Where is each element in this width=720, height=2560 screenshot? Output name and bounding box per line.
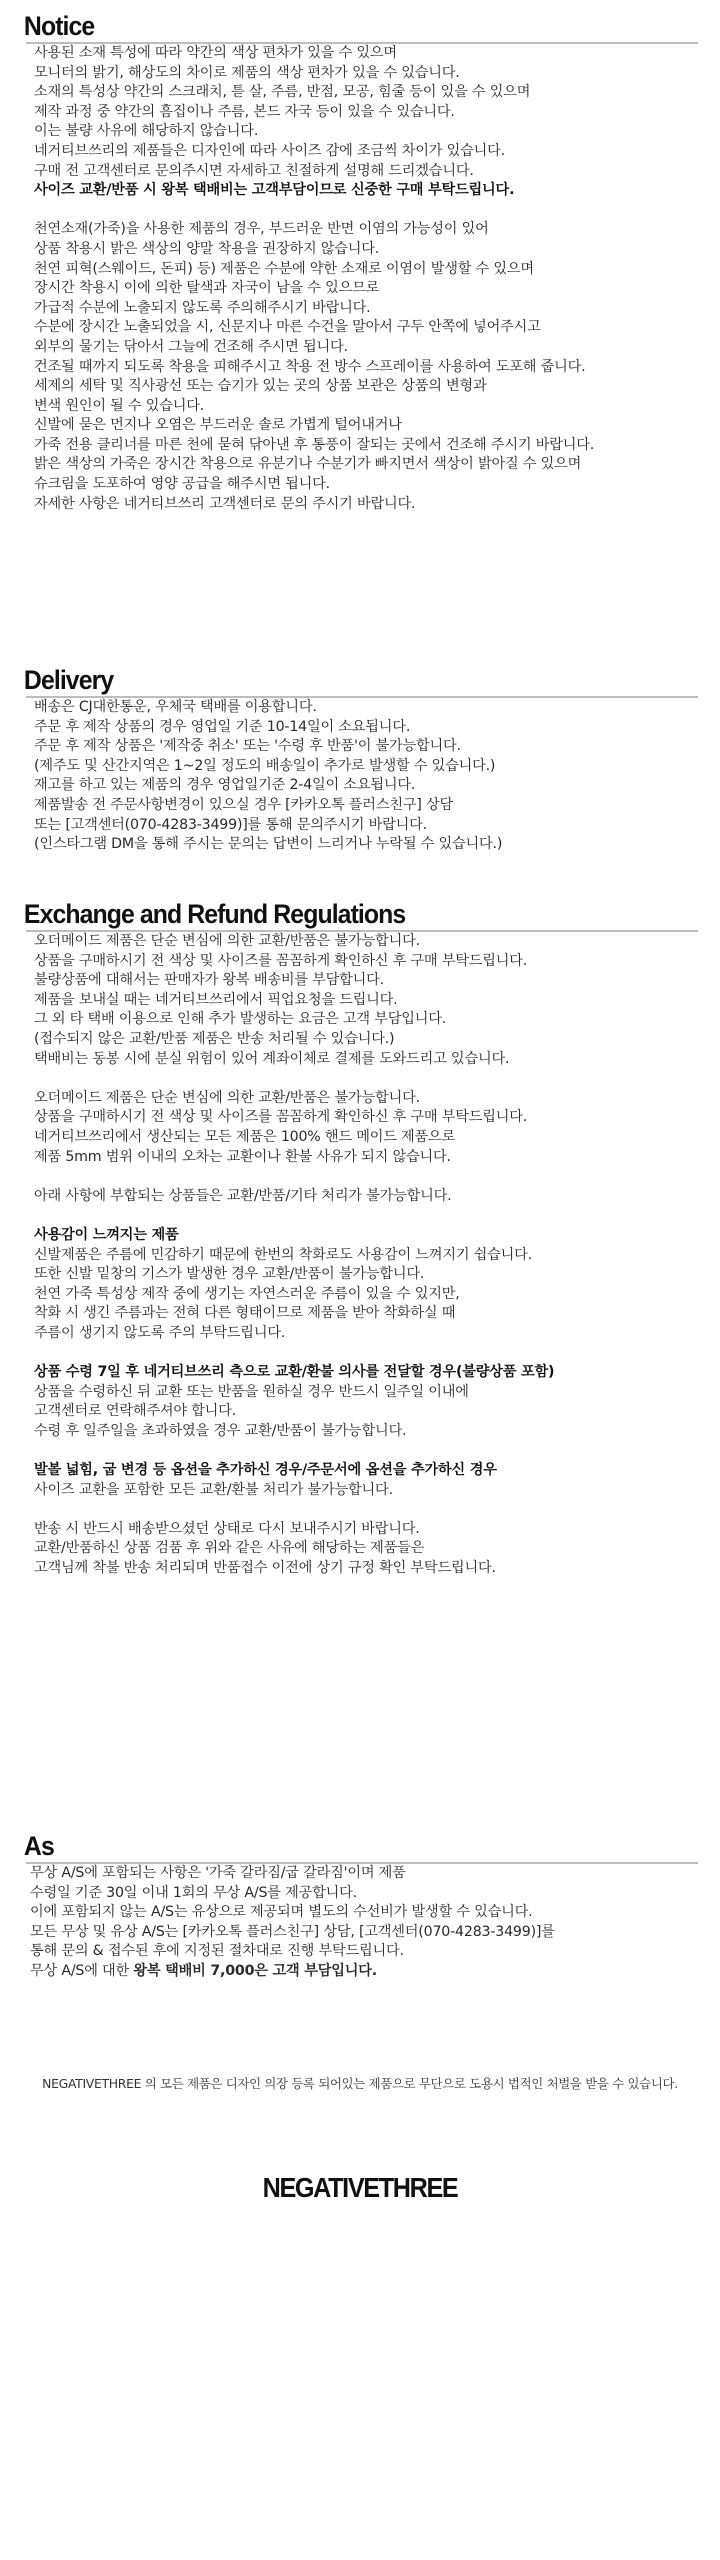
as-body xyxy=(0,1864,720,1982)
delivery-section xyxy=(0,664,720,855)
text-line: 주름이 생기지 않도록 주의 부탁드립니다. xyxy=(34,1324,286,1341)
paragraph-gap xyxy=(34,1441,706,1461)
text-line: 주문 후 제작 상품의 경우 영업일 기준 10-14일이 소요됩니다. xyxy=(34,718,411,735)
text-line: (제주도 및 산간지역은 1~2일 정도의 배송일이 추가로 발생할 수 있습니다.) xyxy=(34,757,496,774)
text-line: 무상 A/S에 포함되는 사항은 '가죽 갈라짐/굽 갈라짐'이며 제품 xyxy=(30,1865,406,1881)
text-line: 슈크림을 도포하여 영양 공급을 해주시면 됩니다. xyxy=(34,476,330,493)
text-line: 건조될 때까지 되도록 착용을 피해주시고 착용 전 방수 스프레이를 사용하여 도포해 줍니다. xyxy=(34,358,586,375)
paragraph-gap xyxy=(34,1167,706,1187)
text-line: 밝은 색상의 가죽은 장시간 착용으로 유분기나 수분기가 빠지면서 색상이 밝아질 수 있으며 xyxy=(34,456,582,473)
text-line: 사이즈 교환/반품 시 왕복 택배비는 고객부담이므로 신중한 구매 부탁드립니다. xyxy=(34,182,515,199)
text-line: 재고를 하고 있는 제품의 경우 영업일기준 2-4일이 소요됩니다. xyxy=(34,777,416,794)
text-line-emphasis: 왕복 택배비 7,000은 고객 부담입니다. xyxy=(133,1962,377,1979)
notice-heading: Notice xyxy=(23,11,95,41)
text-line: 통해 문의 & 접수된 후에 지정된 절차대로 진행 부탁드립니다. xyxy=(30,1943,404,1960)
text-line: 세제의 세탁 및 직사광선 또는 습기가 있는 곳의 상품 보관은 상품의 변형과 xyxy=(34,378,487,395)
text-line: 변색 원인이 될 수 있습니다. xyxy=(34,397,205,414)
text-line: 신발제품은 주름에 민감하기 때문에 한번의 착화로도 사용감이 느껴지기 쉽습니다. xyxy=(34,1246,532,1263)
text-line: 사용감이 느껴지는 제품 xyxy=(34,1226,179,1243)
text-line: (접수되지 않은 교환/반품 제품은 반송 처리될 수 있습니다.) xyxy=(34,1030,395,1047)
text-line: 수령 후 일주일을 초과하였을 경우 교환/반품이 불가능합니다. xyxy=(34,1422,407,1439)
text-line: 네거티브쓰리의 제품들은 디자인에 따라 사이즈 감에 조금씩 차이가 있습니다. xyxy=(34,142,505,159)
delivery-heading: Delivery xyxy=(23,665,114,695)
text-line: 상품을 구매하시기 전 색상 및 사이즈를 꼼꼼하게 확인하신 후 구매 부탁드립니다. xyxy=(34,1109,528,1126)
notice-section xyxy=(0,10,720,514)
text-line: 모든 무상 및 유상 A/S는 [카카오톡 플러스친구] 상담, [고객센터(070-4283-3499)]를 xyxy=(30,1923,555,1940)
paragraph-gap xyxy=(34,1500,706,1520)
text-line: 착화 시 생긴 주름과는 전혀 다른 형태이므로 제품을 받아 착화하실 때 xyxy=(34,1305,456,1322)
text-line: 이는 불량 사유에 해당하지 않습니다. xyxy=(34,123,259,140)
text-line: 자세한 사항은 네거티브쓰리 고객센터로 문의 주시기 바랍니다. xyxy=(34,495,416,512)
text-line: 반송 시 반드시 배송받으셨던 상태로 다시 보내주시기 바랍니다. xyxy=(34,1520,420,1537)
text-line: 천연 가죽 특성상 제작 중에 생기는 자연스러운 주름이 있을 수 있지만, xyxy=(34,1285,460,1302)
text-line: 수령일 기준 30일 이내 1회의 무상 A/S를 제공합니다. xyxy=(30,1884,357,1901)
text-line: 가죽 전용 클리너를 마른 천에 묻혀 닦아낸 후 통풍이 잘되는 곳에서 건조해 주시기 바랍니다. xyxy=(34,436,595,453)
copyright-notice: NEGATIVETHREE 의 모든 제품은 디자인 의장 등록 되어있는 제품으로 무단으로 도용시 법적인 처벌을 받을 수 있습니다. xyxy=(42,2076,678,2091)
text-line: 수분에 장시간 노출되었을 시, 신문지나 마른 수건을 말아서 구두 안쪽에 넣어주시고 xyxy=(34,319,541,336)
text-line: 이에 포함되지 않는 A/S는 유상으로 제공되며 별도의 수선비가 발생할 수 있습니다. xyxy=(30,1904,533,1921)
as-heading: As xyxy=(23,1831,54,1861)
notice-body xyxy=(0,44,720,514)
text-line: 오더메이드 제품은 단순 변심에 의한 교환/반품은 불가능합니다. xyxy=(34,1089,420,1106)
text-line: (인스타그램 DM을 통해 주시는 문의는 답변이 느리거나 누락될 수 있습니다.) xyxy=(34,836,503,853)
text-line: 상품을 수령하신 뒤 교환 또는 반품을 원하실 경우 반드시 일주일 이내에 xyxy=(34,1383,469,1400)
delivery-body xyxy=(0,698,720,855)
brand-logo: NEGATIVETHREE xyxy=(262,2172,458,2203)
text-line: 제작 과정 중 약간의 흠집이나 주름, 본드 자국 등이 있을 수 있습니다. xyxy=(34,103,455,120)
text-line: 오더메이드 제품은 단순 변심에 의한 교환/반품은 불가능합니다. xyxy=(34,933,420,949)
exchange-body xyxy=(0,932,720,1579)
text-line: 사이즈 교환을 포함한 모든 교환/환불 처리가 불가능합니다. xyxy=(34,1481,393,1498)
text-line: 상품 수령 7일 후 네거티브쓰리 측으로 교환/환불 의사를 전달할 경우(불량상품 포함) xyxy=(34,1364,555,1381)
text-line: 제품발송 전 주문사항변경이 있으실 경우 [카카오톡 플러스친구] 상담 xyxy=(34,796,453,813)
text-line: 외부의 물기는 닦아서 그늘에 건조해 주시면 됩니다. xyxy=(34,338,348,355)
text-line: 가급적 수분에 노출되지 않도록 주의해주시기 바랍니다. xyxy=(34,299,371,316)
paragraph-gap xyxy=(34,1343,706,1363)
text-line: 교환/반품하신 상품 검품 후 위와 같은 사유에 해당하는 제품들은 xyxy=(34,1540,425,1557)
text-line: 고객센터로 연락해주셔야 합니다. xyxy=(34,1403,237,1420)
exchange-section xyxy=(0,898,720,1579)
text-line: 고객님께 착불 반송 처리되며 반품접수 이전에 상기 규정 확인 부탁드립니다. xyxy=(34,1560,496,1576)
text-line: 장시간 착용시 이에 의한 탈색과 자국이 남을 수 있으므로 xyxy=(34,280,380,297)
text-line: 택배비는 동봉 시에 분실 위험이 있어 계좌이체로 결제를 도와드리고 있습니다. xyxy=(34,1050,510,1067)
text-line: 네거티브쓰리에서 생산되는 모든 제품은 100% 핸드 메이드 제품으로 xyxy=(34,1128,456,1145)
paragraph-gap xyxy=(34,1069,706,1089)
text-line: 불량상품에 대해서는 판매자가 왕복 배송비를 부담합니다. xyxy=(34,972,384,989)
text-line: 아래 사항에 부합되는 상품들은 교환/반품/기타 처리가 불가능합니다. xyxy=(34,1187,452,1204)
text-line: 또는 [고객센터(070-4283-3499)]를 통해 문의주시기 바랍니다. xyxy=(34,816,427,833)
text-line: 모니터의 밝기, 해상도의 차이로 제품의 색상 편차가 있을 수 있습니다. xyxy=(34,64,460,81)
text-line: 천연소재(가죽)을 사용한 제품의 경우, 부드러운 반면 이염의 가능성이 있어 xyxy=(34,221,489,238)
text-line: 또한 신발 밑창의 기스가 발생한 경우 교환/반품이 불가능합니다. xyxy=(34,1266,425,1283)
text-line: 주문 후 제작 상품은 '제작중 취소' 또는 '수령 후 반품'이 불가능합니다. xyxy=(34,738,461,755)
paragraph-gap xyxy=(34,201,706,221)
text-line: 신발에 묻은 먼지나 오염은 부드러운 솔로 가볍게 털어내거나 xyxy=(34,417,402,434)
text-line: 배송은 CJ대한통운, 우체국 택배를 이용합니다. xyxy=(34,699,317,715)
exchange-heading: Exchange and Refund Regulations xyxy=(23,899,406,929)
text-line: 제품 5mm 범위 이내의 오차는 교환이나 환불 사유가 되지 않습니다. xyxy=(34,1148,451,1165)
paragraph-gap xyxy=(34,1206,706,1226)
text-line: 천연 피혁(스웨이드, 돈피) 등) 제품은 수분에 약한 소재로 이염이 발생할 수 있으며 xyxy=(34,260,534,277)
text-line: 구매 전 고객센터로 문의주시면 자세하고 친절하게 설명해 드리겠습니다. xyxy=(34,162,474,179)
text-line xyxy=(30,1962,706,1982)
text-line: 상품을 구매하시기 전 색상 및 사이즈를 꼼꼼하게 확인하신 후 구매 부탁드립니다. xyxy=(34,952,528,969)
text-line: 상품 착용시 밝은 색상의 양말 착용을 권장하지 않습니다. xyxy=(34,240,380,257)
text-line: 발볼 넓힘, 굽 변경 등 옵션을 추가하신 경우/주문서에 옵션을 추가하신 경우 xyxy=(34,1462,497,1479)
text-line: 그 외 타 택배 이용으로 인해 추가 발생하는 요금은 고객 부담입니다. xyxy=(34,1011,447,1028)
text-line-lead: 무상 A/S에 대한 xyxy=(30,1962,134,1979)
text-line: 제품을 보내실 때는 네거티브쓰리에서 픽업요청을 드립니다. xyxy=(34,991,398,1008)
text-line: 소재의 특성상 약간의 스크래치, 튿 살, 주름, 반점, 모공, 힘줄 등이 있을 수 있으며 xyxy=(34,84,531,101)
text-line: 사용된 소재 특성에 따라 약간의 색상 편차가 있을 수 있으며 xyxy=(34,45,397,61)
as-section xyxy=(0,1830,720,1982)
